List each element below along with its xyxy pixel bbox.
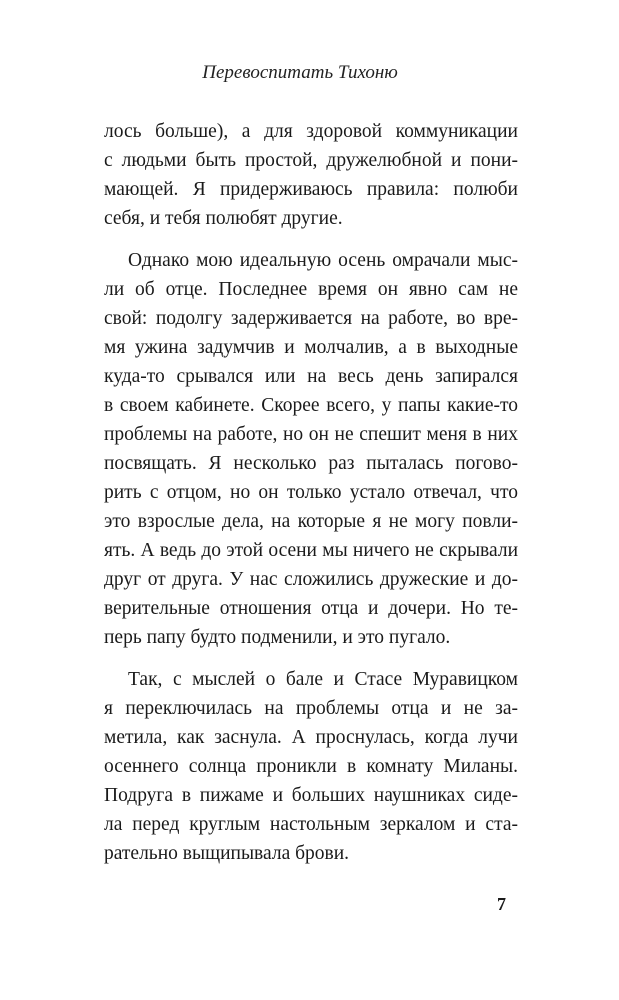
text-line: свой: подолгу задерживается на работе, во вре-: [104, 308, 518, 329]
running-header: Перевоспитать Тихоню: [202, 62, 398, 83]
text-line: ла перед круглым настольным зеркалом и ста-: [104, 814, 518, 835]
text-line: я переключилась на проблемы отца и не за-: [104, 698, 518, 719]
text-line: с людьми быть простой, дружелюбной и пони-: [104, 150, 518, 171]
page-number: 7: [497, 894, 506, 914]
text-line: проблемы на работе, но он не спешит меня в них: [104, 424, 518, 445]
text-line: лось больше), а для здоровой коммуникации: [104, 121, 518, 142]
text-line: Однако мою идеальную осень омрачали мыс-: [128, 250, 518, 271]
text-line: посвящать. Я несколько раз пыталась погово-: [104, 453, 518, 474]
text-line: мя ужина задумчив и молчалив, а в выходные: [104, 337, 518, 358]
paragraph: [104, 665, 518, 868]
text-line: Так, с мыслей о бале и Стасе Муравицком: [128, 669, 518, 690]
text-line: верительные отношения отца и дочери. Но те-: [104, 598, 518, 619]
text-line: Подруга в пижаме и больших наушниках сиде-: [104, 785, 518, 806]
text-line: рательно выщипывала брови.: [104, 843, 350, 864]
text-line: мающей. Я придерживаюсь правила: полюби: [104, 179, 518, 200]
text-line: себя, и тебя полюбят другие.: [104, 208, 343, 229]
text-line: ли об отце. Последнее время он явно сам не: [104, 279, 518, 300]
text-line: в своем кабинете. Скорее всего, у папы какие-то: [104, 395, 518, 416]
paragraph: [104, 246, 518, 652]
text-line: друг от друга. У нас сложились дружеские и до-: [104, 569, 518, 590]
text-line: метила, как заснула. А проснулась, когда лучи: [104, 727, 518, 748]
text-line: ять. А ведь до этой осени мы ничего не скрывали: [104, 540, 518, 561]
text-line: рить с отцом, но он только устало отвечал, что: [104, 482, 518, 503]
body-text: [104, 117, 518, 881]
text-line: куда-то срывался или на весь день запирался: [104, 366, 518, 387]
text-line: перь папу будто подменили, и это пугало.: [104, 627, 451, 648]
paragraph: [104, 117, 518, 233]
text-line: осеннего солнца проникли в комнату Миланы.: [104, 756, 518, 777]
text-line: это взрослые дела, на которые я не могу повли-: [104, 511, 518, 532]
